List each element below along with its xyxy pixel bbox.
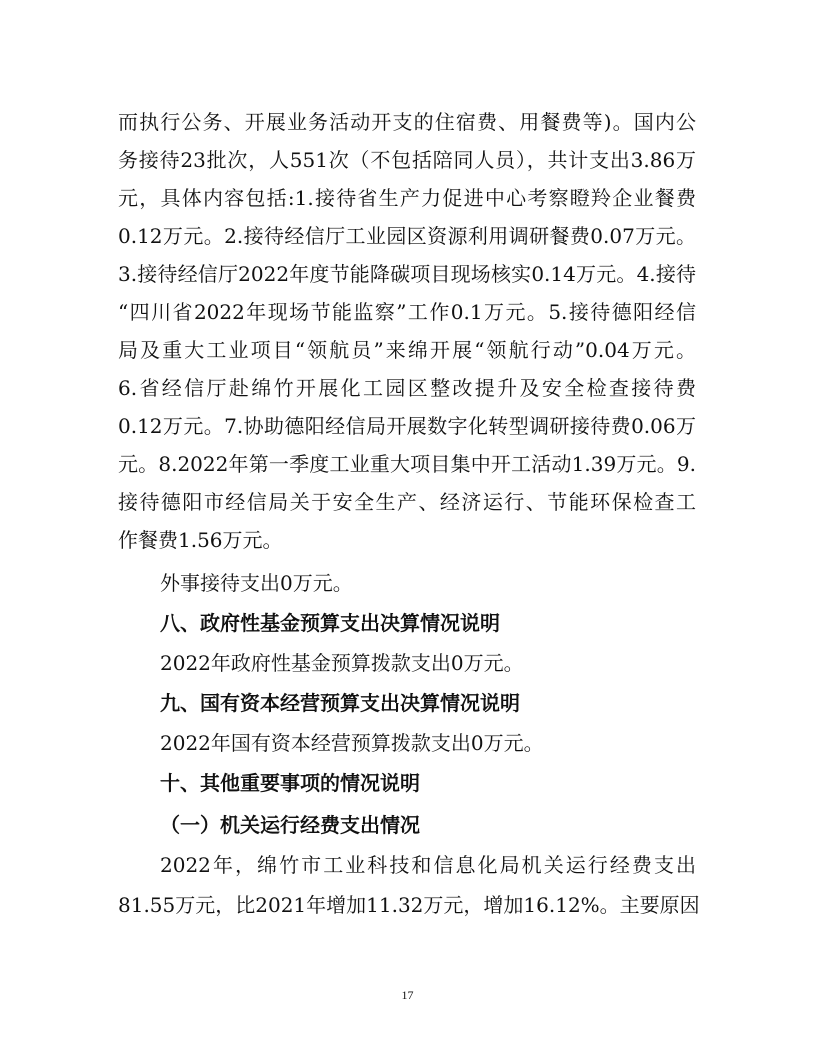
foreign-reception-text: 外事接待支出0万元。 bbox=[160, 571, 353, 595]
paragraph-line: 接待德阳市经信局关于安全生产、经济运行、节能环保检查工 bbox=[118, 490, 696, 514]
section-9-text: 2022年国有资本经营预算拨款支出0万元。 bbox=[160, 731, 544, 755]
page-number: 17 bbox=[401, 988, 414, 1002]
section-10-heading: 十、其他重要事项的情况说明 bbox=[160, 771, 420, 795]
paragraph-line: 0.12万元。7.协助德阳经信局开展数字化转型调研接待费0.06万 bbox=[118, 414, 696, 438]
paragraph-line: 81.55万元，比2021年增加11.32万元，增加16.12%。主要原因 bbox=[118, 893, 700, 917]
paragraph-line: “四川省2022年现场节能监察”工作0.1万元。5.接待德阳经信 bbox=[118, 300, 696, 324]
paragraph-line: 3.接待经信厅2022年度节能降碳项目现场核实0.14万元。4.接待 bbox=[118, 262, 696, 286]
paragraph-line: 局及重大工业项目“领航员”来绵开展“领航行动”0.04万元。 bbox=[118, 338, 696, 362]
paragraph-line: 元。8.2022年第一季度工业重大项目集中开工活动1.39万元。9. bbox=[118, 452, 696, 476]
paragraph-line: 6.省经信厅赴绵竹开展化工园区整改提升及安全检查接待费 bbox=[118, 376, 696, 400]
paragraph-line: 作餐费1.56万元。 bbox=[118, 528, 283, 552]
paragraph-line: 务接待23批次，人551次（不包括陪同人员），共计支出3.86万 bbox=[118, 148, 696, 172]
section-9-heading: 九、国有资本经营预算支出决算情况说明 bbox=[160, 691, 520, 715]
paragraph-line: 而执行公务、开展业务活动开支的住宿费、用餐费等)。国内公 bbox=[118, 110, 696, 134]
paragraph-line: 0.12万元。2.接待经信厅工业园区资源利用调研餐费0.07万元。 bbox=[118, 224, 696, 248]
section-8-heading: 八、政府性基金预算支出决算情况说明 bbox=[160, 611, 500, 635]
section-8-text: 2022年政府性基金预算拨款支出0万元。 bbox=[160, 651, 524, 675]
paragraph-line: 元，具体内容包括:1.接待省生产力促进中心考察瞪羚企业餐费 bbox=[118, 186, 696, 210]
paragraph-line: 2022年，绵竹市工业科技和信息化局机关运行经费支出 bbox=[160, 853, 696, 877]
subsection-1-heading: （一）机关运行经费支出情况 bbox=[160, 813, 420, 837]
